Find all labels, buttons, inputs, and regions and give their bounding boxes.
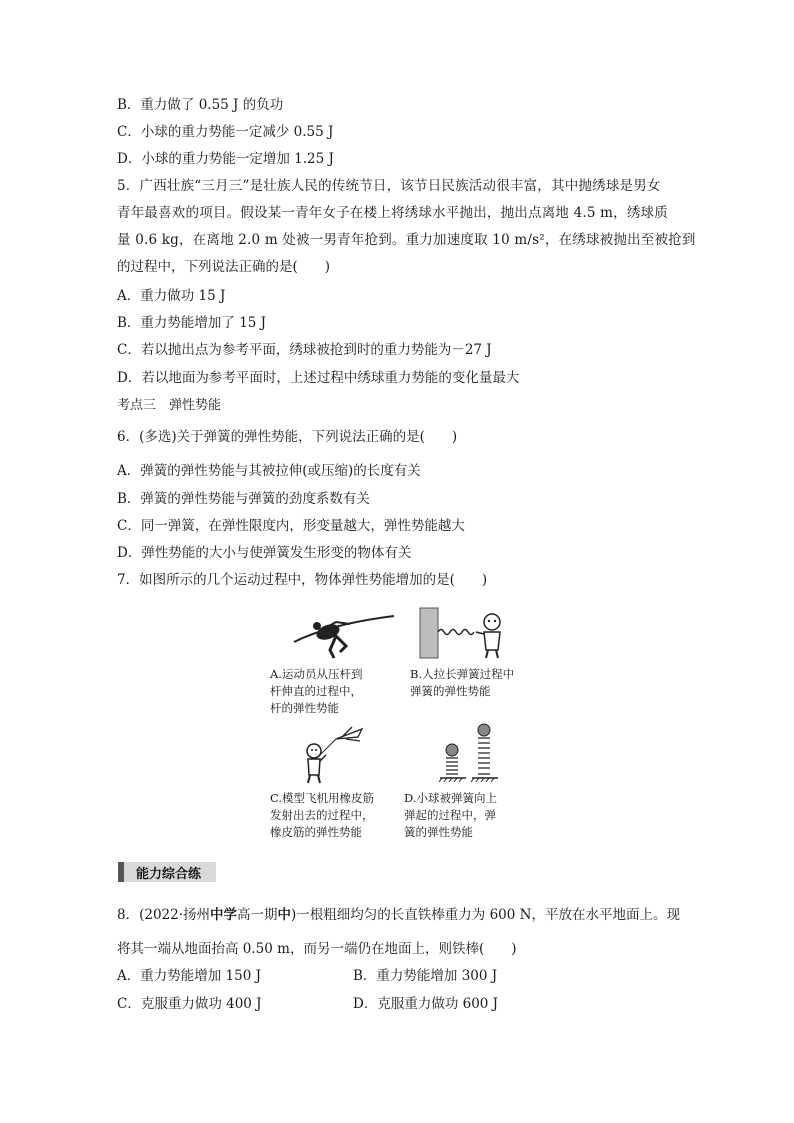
q7-caption-d-line2: 弹起的过程中，弹	[404, 808, 496, 822]
ball-spring-figure	[430, 722, 510, 784]
section-title-elastic: 考点三 弹性势能	[117, 398, 222, 413]
q8-source-bold2: 中	[277, 907, 292, 923]
q5-stem-line4: 的过程中，下列说法正确的是( )	[117, 259, 331, 275]
q8-source-prefix: 8．(2022·扬州	[117, 907, 211, 923]
q6-option-c: C．同一弹簧，在弹性限度内，形变量越大，弹性势能越大	[117, 518, 465, 534]
q7-caption-d	[404, 790, 497, 841]
q8-option-a: A．重力势能增加 150 J	[117, 968, 262, 984]
spring-pull-figure	[416, 604, 516, 662]
q7-caption-d-line1: D.小球被弹簧向上	[404, 791, 497, 805]
q8-option-d: D．克服重力做功 600 J	[353, 996, 499, 1012]
q8-source-bold1: 中学	[210, 907, 238, 923]
q8-stem-rest: )一根粗细均匀的长直铁棒重力为 600 N，平放在水平地面上。现	[291, 907, 680, 923]
q7-caption-a-line1: A.运动员从压杆到	[270, 667, 363, 681]
q7-caption-b-line2: 弹簧的弹性势能	[410, 684, 491, 698]
q5-option-d: D．若以地面为参考平面时，上述过程中绣球重力势能的变化量最大	[117, 370, 520, 386]
q7-caption-b	[410, 666, 514, 700]
q6-option-d: D．弹性势能的大小与使弹簧发生形变的物体有关	[117, 545, 412, 561]
q4-option-b: B．重力做了 0.55 J 的负功	[117, 97, 284, 113]
model-plane-figure	[292, 725, 372, 787]
q7-stem: 7．如图所示的几个运动过程中，物体弹性势能增加的是( )	[117, 572, 488, 588]
q4-option-d: D．小球的重力势能一定增加 1.25 J	[117, 151, 334, 167]
section-banner	[118, 862, 216, 882]
q7-caption-c-line1: C.模型飞机用橡皮筋	[270, 791, 375, 805]
q8-stem-line1	[117, 906, 680, 924]
q4-option-c: C．小球的重力势能一定减少 0.55 J	[117, 124, 334, 140]
q7-caption-a-line3: 杆的弹性势能	[270, 701, 339, 715]
q5-stem-line3: 量 0.6 kg，在离地 2.0 m 处被一男青年抢到。重力加速度取 10 m/s²，在绣球被抛出至被抢到	[117, 232, 696, 248]
q7-caption-a-line2: 杆伸直的过程中，	[270, 684, 362, 698]
q5-option-b: B．重力势能增加了 15 J	[117, 315, 267, 331]
q7-caption-b-line1: B.人拉长弹簧过程中	[410, 667, 515, 681]
q7-caption-a	[270, 666, 362, 717]
q5-option-c: C．若以抛出点为参考平面，绣球被抢到时的重力势能为－27 J	[117, 342, 492, 358]
q7-caption-c	[270, 790, 374, 841]
q6-option-a: A．弹簧的弹性势能与其被拉伸(或压缩)的长度有关	[117, 463, 421, 479]
section-banner-label: 能力综合练	[136, 867, 202, 882]
pole-vault-figure	[290, 602, 400, 662]
q6-option-b: B．弹簧的弹性势能与弹簧的劲度系数有关	[117, 491, 370, 507]
q5-stem-line1: 5．广西壮族“三月三”是壮族人民的传统节日，该节日民族活动很丰富，其中抛绣球是男女	[117, 178, 661, 194]
q5-stem-line2: 青年最喜欢的项目。假设某一青年女子在楼上将绣球水平抛出，抛出点离地 4.5 m，绣球质	[117, 205, 668, 221]
q7-caption-c-line2: 发射出去的过程中，	[270, 808, 374, 822]
q8-stem-line2: 将其一端从地面抬高 0.50 m，而另一端仍在地面上，则铁棒( )	[117, 941, 517, 957]
q7-caption-c-line3: 橡皮筋的弹性势能	[270, 825, 362, 839]
q8-option-c: C．克服重力做功 400 J	[117, 996, 262, 1012]
q6-stem: 6．(多选)关于弹簧的弹性势能，下列说法正确的是( )	[117, 429, 458, 445]
q5-option-a: A．重力做功 15 J	[117, 288, 226, 304]
q8-source-mid: 高一期	[237, 907, 278, 923]
q7-caption-d-line3: 簧的弹性势能	[404, 825, 473, 839]
q8-option-b: B．重力势能增加 300 J	[353, 968, 498, 984]
